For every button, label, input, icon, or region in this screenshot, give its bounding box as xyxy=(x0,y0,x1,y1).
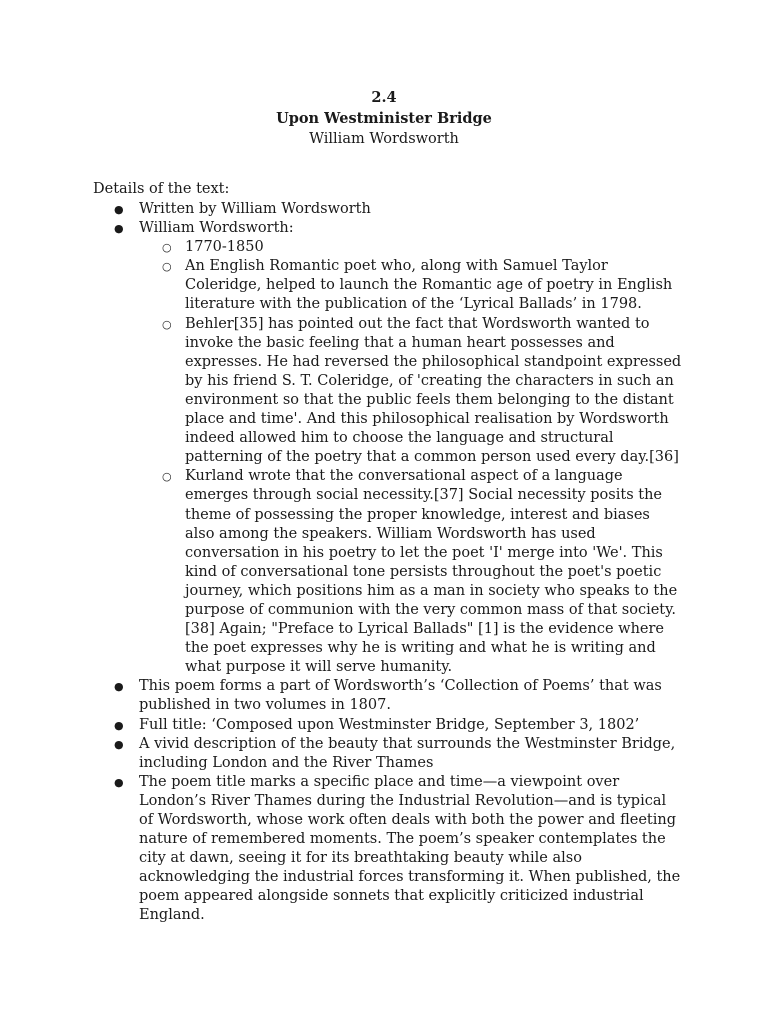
section-number: 2.4 xyxy=(371,89,397,106)
wordsworth-sublist xyxy=(139,238,683,677)
list-item-text: William Wordsworth: xyxy=(139,220,294,237)
list-item-text: Written by William Wordsworth xyxy=(139,201,371,217)
sublist-item-text: Kurland wrote that the conversational aspect of a language emerges through social necessity.[37] Social necessity posits the theme of possessing the proper knowledge, interest and biases also among the speakers. William Wordsworth has used conversation in his poetry to let the poet 'I' merge into 'We'. This kind of conversational tone persists throughout the poet's poetic journey, which positions him as a man in society who speaks to the purpose of communion with the very common mass of that society.[38] Again; "Preface to Lyrical Ballads" [1] is the evidence where the poet expresses why he is writing and what he is writing and what purpose it will serve humanity. xyxy=(185,468,678,676)
bullet-icon: ● xyxy=(114,775,124,789)
sublist-item-kurland xyxy=(139,467,683,677)
list-item-collection xyxy=(93,677,683,715)
hollow-bullet-icon: ○ xyxy=(162,317,172,331)
sublist-item-behler xyxy=(139,315,683,468)
sublist-item-dates xyxy=(139,238,683,257)
sublist-item-text: 1770-1850 xyxy=(185,239,264,256)
bullet-icon: ● xyxy=(114,203,124,216)
list-item-text: A vivid description of the beauty that surrounds the Westminster Bridge, including London and the River Thames xyxy=(139,735,676,771)
sublist-item-text: An English Romantic poet who, along with Samuel Taylor Coleridge, helped to launch the Romantic age of poetry in English literature with the publication of the ‘Lyrical Ballads’ in 1798. xyxy=(185,258,673,313)
list-item-text: This poem forms a part of Wordsworth’s ‘Collection of Poems’ that was published in two volumes in 1807. xyxy=(139,678,662,714)
list-item-vivid xyxy=(93,735,683,773)
list-item-written-by xyxy=(93,200,683,219)
poem-author: William Wordsworth xyxy=(309,131,459,147)
list-item-title-marks xyxy=(93,773,683,926)
list-item-wordsworth xyxy=(93,219,683,677)
list-item-full-title xyxy=(93,716,683,735)
sublist-item-romantic xyxy=(139,257,683,314)
sublist-item-text: Behler[35] has pointed out the fact that Wordsworth wanted to invoke the basic feeling that a human heart possesses and expresses. He had reversed the philosophical standpoint expressed by his friend S. T. Coleridge, of 'creating the characters in such an environment so that the public feels them belonging to the distant place and time'. And this philosophical realisation by Wordsworth indeed allowed him to choose the language and structural patterning of the poetry that a common person used every day.[36] xyxy=(185,315,682,466)
bullet-icon: ● xyxy=(114,737,124,751)
hollow-bullet-icon: ○ xyxy=(162,470,172,484)
bullet-icon: ● xyxy=(114,718,124,732)
hollow-bullet-icon: ○ xyxy=(162,241,172,255)
document-header xyxy=(0,87,768,150)
details-list xyxy=(93,200,683,926)
bullet-icon: ● xyxy=(114,222,124,236)
hollow-bullet-icon: ○ xyxy=(162,260,172,274)
details-heading: Details of the text: xyxy=(93,181,230,197)
list-item-text: The poem title marks a specific place and time—a viewpoint over London’s River Thames during the Industrial Revolution—and is typical of Wordsworth, whose work often deals with both the power and fleeting nature of remembered moments. The poem’s speaker contemplates the city at dawn, seeing it for its breathtaking beauty while also acknowledging the industrial forces transforming it. When published, the poem appeared alongside sonnets that explicitly criticized industrial England. xyxy=(139,773,681,924)
poem-title: Upon Westminister Bridge xyxy=(276,110,492,127)
list-item-text: Full title: ‘Composed upon Westminster Bridge, September 3, 1802’ xyxy=(139,716,640,733)
bullet-icon: ● xyxy=(114,680,124,694)
